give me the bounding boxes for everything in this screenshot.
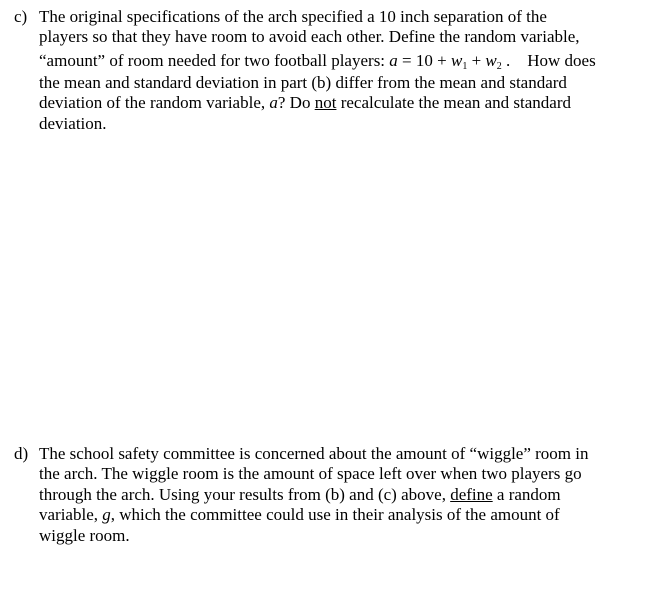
formula-w1: w (450, 50, 463, 70)
formula-constant: 10 (415, 50, 433, 70)
question-d-line-5: wiggle room. (39, 525, 130, 545)
question-c-line-3-tail: How does (527, 50, 596, 70)
question-d-line-4-pre: variable, (39, 505, 103, 525)
question-d-line-3-pre: through the arch. Using your results from (b) and (c) above, (39, 484, 451, 504)
question-d-text (39, 444, 634, 546)
question-c-line-5-mid: ? Do (277, 93, 315, 113)
question-d-line-4 (39, 505, 634, 525)
question-c (14, 7, 634, 134)
formula-w2: w (485, 50, 497, 70)
formula-equals: = (397, 50, 416, 70)
formula-w1-subscript: 1 (462, 60, 468, 72)
question-c-text (39, 7, 634, 134)
question-c-line-5-post: recalculate the mean and standard (336, 93, 572, 113)
question-d-line-3-post: a random (492, 484, 561, 504)
question-c-line-5-pre: deviation of the random variable, (39, 93, 270, 113)
question-c-line-3-text: “amount” of room needed for two football players: (39, 50, 390, 70)
amount-formula (389, 51, 510, 70)
question-c-line-1: The original specifications of the arch specified a 10 inch separation of the (39, 7, 547, 26)
formula-plus-1: + (432, 50, 451, 70)
underlined-define: define (450, 484, 493, 504)
variable-g: g (102, 505, 111, 525)
question-c-line-6: deviation. (39, 113, 107, 133)
underlined-not: not (314, 93, 337, 113)
question-c-line-5 (39, 93, 634, 113)
variable-a: a (269, 93, 278, 113)
question-d-line-3 (39, 485, 634, 505)
question-c-line-2: players so that they have room to avoid each other. Define the random variable, (39, 27, 580, 47)
question-c-line-3 (39, 48, 634, 73)
question-c-label: c) (14, 7, 28, 26)
question-d-label: d) (14, 444, 29, 463)
question-d-line-1: The school safety committee is concerned about the amount of “wiggle” room in (39, 444, 589, 463)
question-d-line-2: the arch. The wiggle room is the amount of space left over when two players go (39, 464, 582, 484)
question-c-line-4: the mean and standard deviation in part (b) differ from the mean and standard (39, 72, 567, 92)
formula-var-a: a (389, 50, 398, 70)
formula-w2-subscript: 2 (496, 60, 502, 72)
formula-period: . (501, 50, 511, 70)
question-d (14, 444, 634, 546)
formula-plus-2: + (467, 50, 486, 70)
question-d-line-4-post: , which the committee could use in their analysis of the amount of (110, 505, 560, 525)
